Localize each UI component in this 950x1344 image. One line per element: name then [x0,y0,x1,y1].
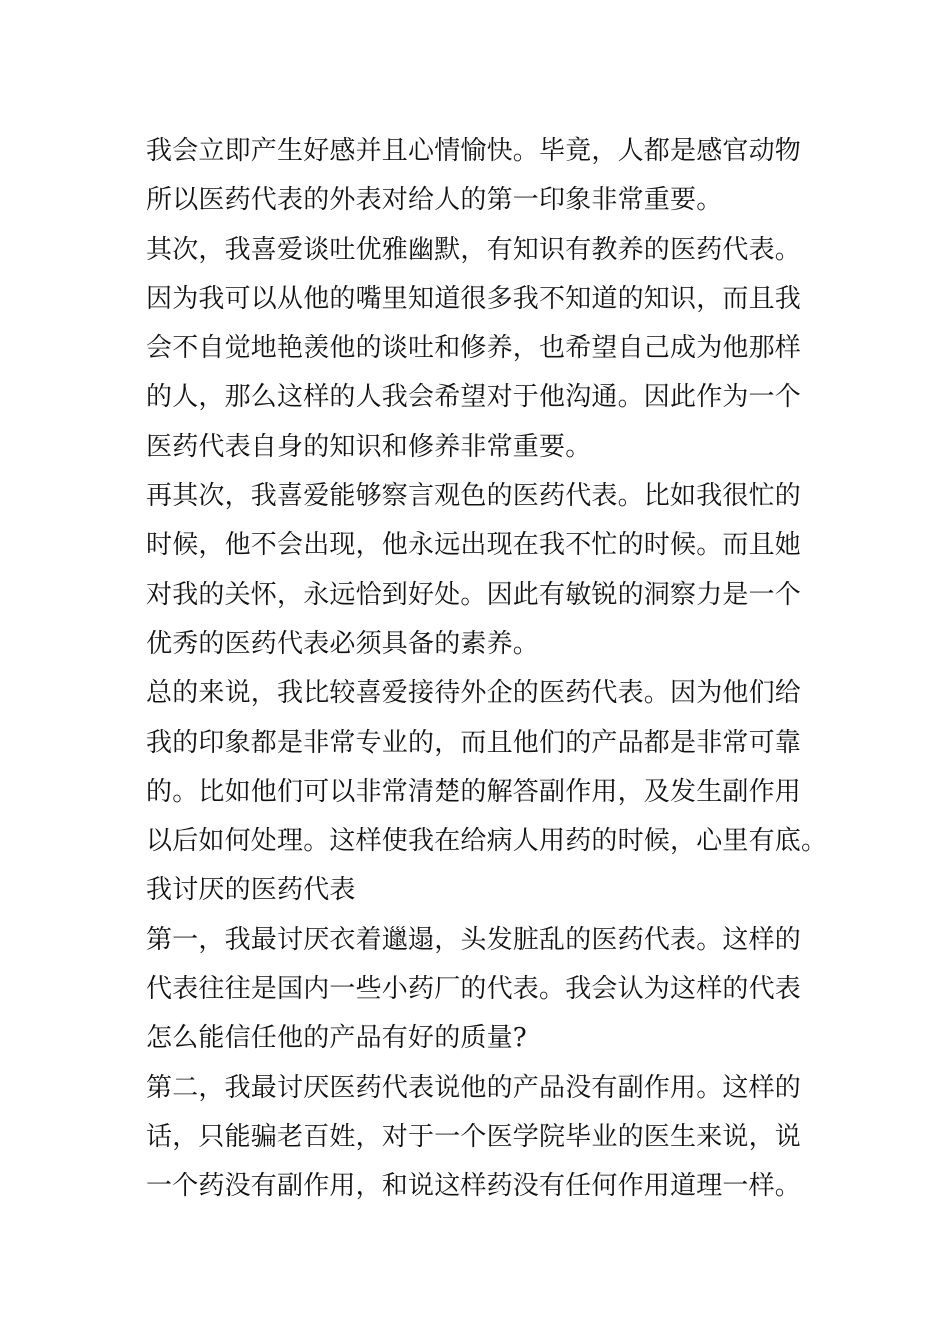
text-line: 一个药没有副作用，和说这样药没有任何作用道理一样。 [146,1171,802,1202]
text-line: 优秀的医药代表必须具备的素养。 [146,628,540,659]
text-line: 我的印象都是非常专业的，而且他们的产品都是非常可靠 [146,727,802,758]
text-line: 的。比如他们可以非常清楚的解答副作用，及发生副作用 [146,776,802,807]
text-line: 所以医药代表的外表对给人的第一印象非常重要。 [146,185,723,216]
text-line: 时候，他不会出现，他永远出现在我不忙的时候。而且她 [146,530,802,561]
text-line: 的人，那么这样的人我会希望对于他沟通。因此作为一个 [146,382,802,413]
text-line: 以后如何处理。这样使我在给病人用药的时候，心里有底。 [146,826,828,857]
text-line: 对我的关怀，永远恰到好处。因此有敏锐的洞察力是一个 [146,579,802,610]
text-line: 怎么能信任他的产品有好的质量? [146,1023,527,1054]
text-line: 因为我可以从他的嘴里知道很多我不知道的知识，而且我 [146,283,802,314]
text-line: 第二，我最讨厌医药代表说他的产品没有副作用。这样的 [146,1072,802,1103]
text-line: 会不自觉地艳羡他的谈吐和修养，也希望自己成为他那样 [146,333,802,364]
section-heading: 我讨厌的医药代表 [146,875,356,906]
text-line: 再其次，我喜爱能够察言观色的医药代表。比如我很忙的 [146,481,802,512]
text-line: 话，只能骗老百姓，对于一个医学院毕业的医生来说，说 [146,1121,802,1152]
text-line: 总的来说，我比较喜爱接待外企的医药代表。因为他们给 [146,678,802,709]
text-line: 代表往往是国内一些小药厂的代表。我会认为这样的代表 [146,974,802,1005]
text-line: 医药代表自身的知识和修养非常重要。 [146,431,592,462]
text-line: 我会立即产生好感并且心情愉快。毕竟，人都是感官动物 [146,136,802,166]
text-line: 其次，我喜爱谈吐优雅幽默，有知识有教养的医药代表。 [146,234,802,265]
document-body [146,127,828,1212]
text-line: 第一，我最讨厌衣着邋遢，头发脏乱的医药代表。这样的 [146,924,802,955]
